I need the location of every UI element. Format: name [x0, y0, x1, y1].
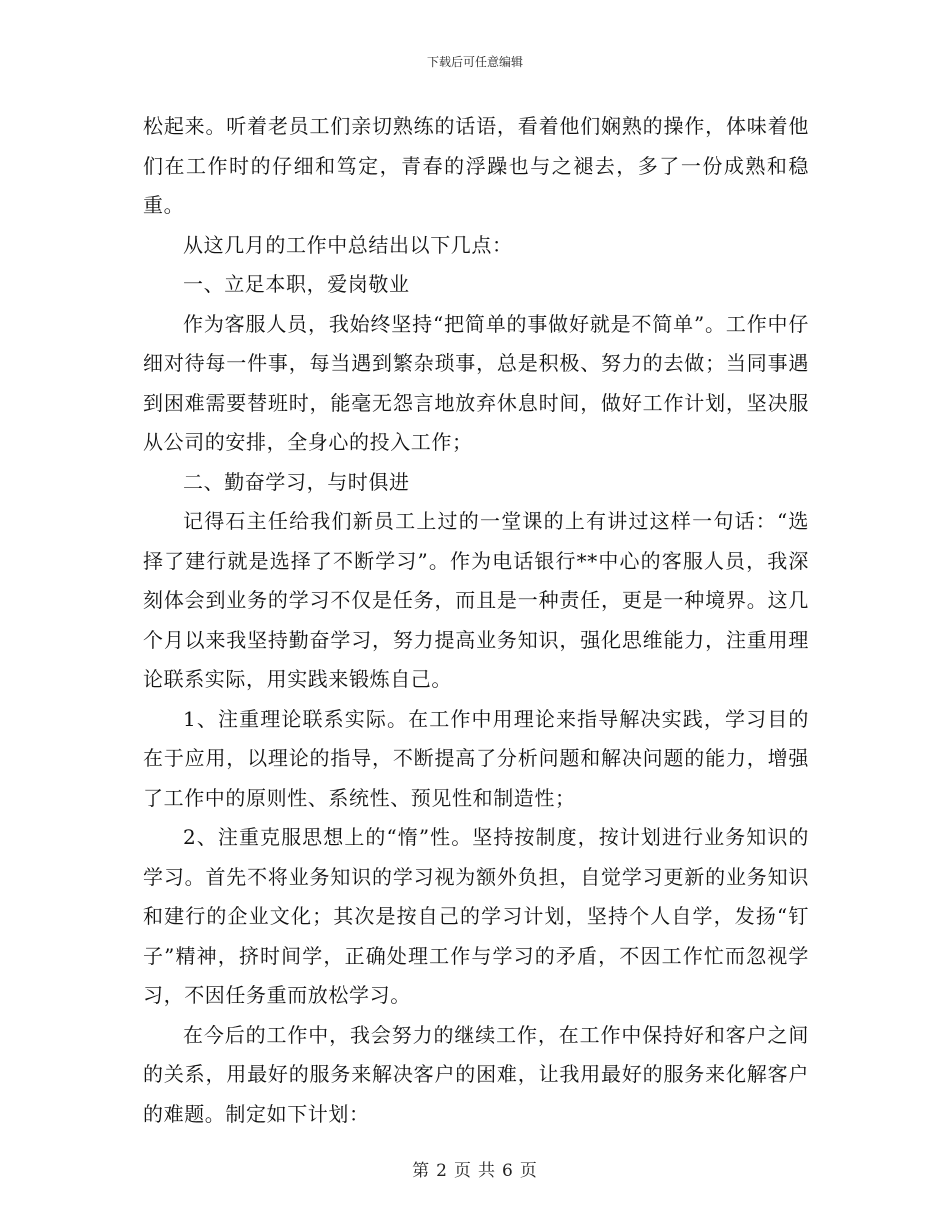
footer-ye2: 页: [519, 1161, 538, 1181]
paragraph-section-1: 作为客服人员，我始终坚持“把简单的事做好就是不简单”。工作中仔细对待每一件事，每当遇到繁杂琐事，总是积极、努力的去做；当同事遇到困难需要替班时，能毫无怨言地放弃休息时间，做好工作计划，坚决服从公司的安排，全身心的投入工作；: [143, 311, 809, 454]
footer-total-pages: 6: [502, 1161, 514, 1181]
page-header-note: 下载后可任意编辑: [426, 55, 523, 69]
section-heading-2: 二、勤奋学习，与时俱进: [183, 469, 410, 494]
paragraph-continuation: 松起来。听着老员工们亲切熟练的话语，看着他们娴熟的操作，体味着他们在工作时的仔细和笃定，青春的浮躁也与之褪去，多了一份成熟和稳重。: [143, 114, 809, 217]
paragraph-point-1: 1、注重理论联系实际。在工作中用理论来指导解决实践，学习目的在于应用，以理论的指导，不断提高了分析问题和解决问题的能力，增强了工作中的原则性、系统性、预见性和制造性；: [143, 706, 809, 810]
paragraph-point-2: 2、注重克服思想上的“惰”性。坚持按制度，按计划进行业务知识的学习。首先不将业务知识的学习视为额外负担，自觉学习更新的业务知识和建行的企业文化；其次是按自己的学习计划，坚持个人自学，发扬“钉子”精神，挤时间学，正确处理工作与学习的矛盾，不因工作忙而忽视学习，不因任务重而放松学习。: [143, 825, 809, 1007]
paragraph-section-2: 记得石主任给我们新员工上过的一堂课的上有讲过这样一句话：“选择了建行就是选择了不断学习”。作为电话银行**中心的客服人员，我深刻体会到业务的学习不仅是任务，而且是一种责任，更是一种境界。这几个月以来我坚持勤奋学习，努力提高业务知识，强化思维能力，注重用理论联系实际，用实践来锻炼自己。: [143, 509, 809, 691]
page-number-footer: [0, 1156, 950, 1181]
section-heading-1: 一、立足本职，爱岗敬业: [183, 272, 410, 296]
footer-ye: 页: [454, 1161, 472, 1181]
footer-di: 第: [412, 1161, 431, 1181]
paragraph-summary-intro: 从这几月的工作中总结出以下几点：: [183, 232, 513, 257]
document-body: [143, 107, 809, 1134]
footer-gong: 共: [478, 1161, 496, 1181]
paragraph-future-plan: 在今后的工作中，我会努力的继续工作，在工作中保持好和客户之间的关系，用最好的服务来解决客户的困难，让我用最好的服务来化解客户的难题。制定如下计划：: [143, 1022, 809, 1126]
footer-current-page: 2: [436, 1161, 448, 1181]
